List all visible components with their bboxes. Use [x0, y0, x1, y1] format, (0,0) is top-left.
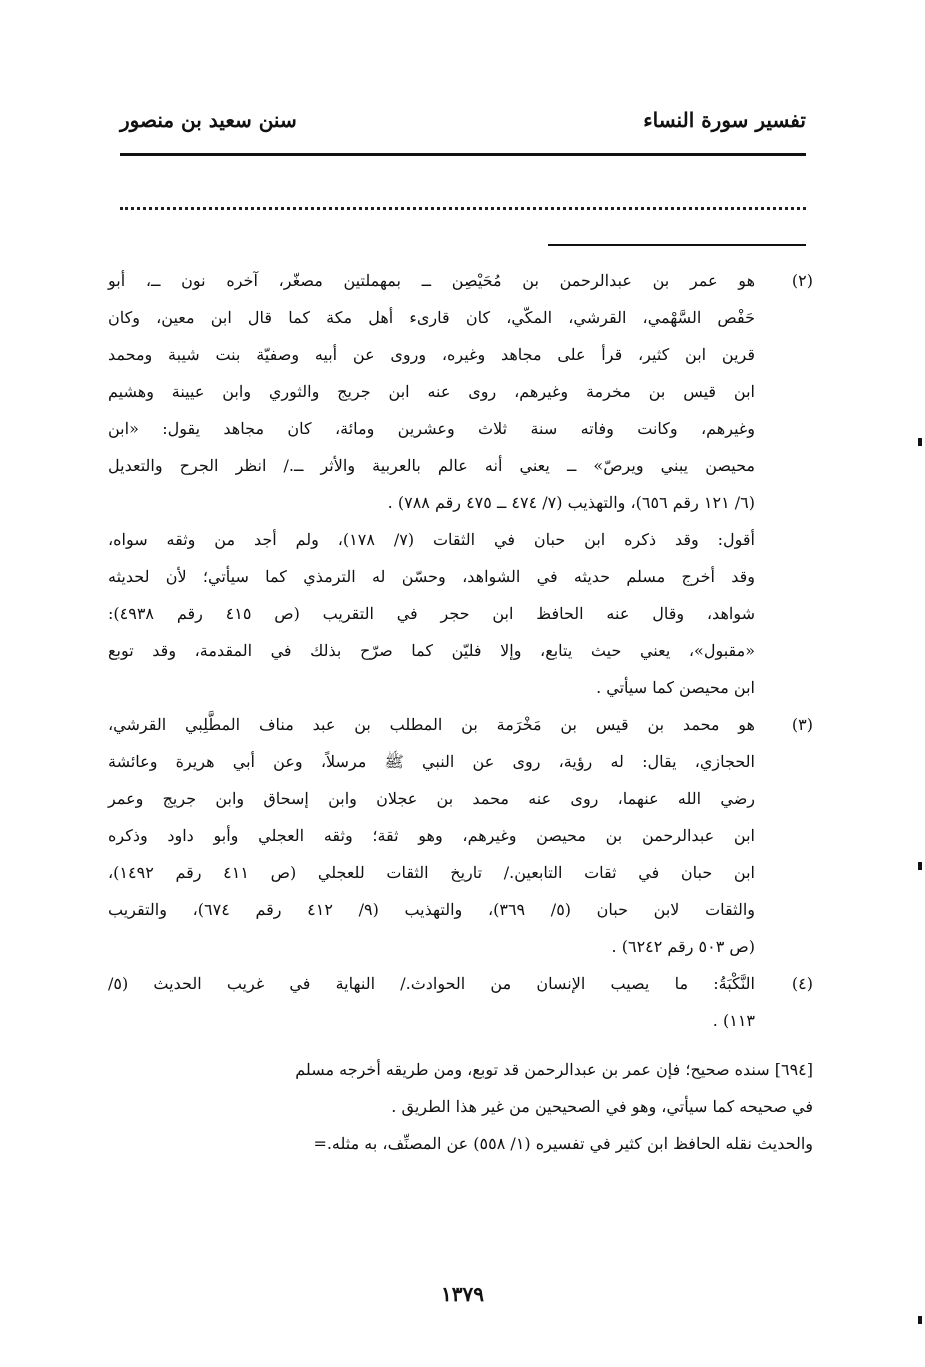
hadith-line-1	[108, 1051, 813, 1088]
page-number: ١٣٧٩	[441, 1282, 484, 1306]
running-header	[120, 108, 806, 148]
footnote-line: ١١٣) .	[712, 1011, 755, 1030]
hadith-commentary	[108, 1051, 813, 1162]
hadith-number: [٦٩٤]	[774, 1060, 813, 1079]
footnote-separator	[548, 244, 806, 246]
header-rule	[120, 153, 806, 156]
footnote-line: وقد أخرج مسلم حديثه في الشواهد، وحسّن له الترمذي كما سيأتي؛ لأن لحديثه	[108, 567, 755, 586]
footnote-line: شواهد، وقال عنه الحافظ ابن حجر في التقريب (ص ٤١٥ رقم ٤٩٣٨):	[108, 604, 755, 623]
footnote-3	[108, 706, 813, 965]
footnote-line: ابن حبان في ثقات التابعين./ تاريخ الثقات للعجلي (ص ٤١١ رقم ١٤٩٢)،	[108, 863, 756, 882]
footnote-line: النَّكْبَةُ: ما يصيب الإنسان من الحوادث./ النهاية في غريب الحديث (٥/	[108, 974, 756, 993]
footnote-line: رضي الله عنهما، روى عنه محمد بن عجلان وابن إسحاق وابن جريج وعمر	[108, 789, 755, 808]
footnote-line: أقول: وقد ذكره ابن حبان في الثقات (٧/ ١٧٨)، ولم أجد من وثقه سواه،	[108, 530, 756, 549]
footnote-number: (٤)	[791, 974, 813, 993]
footnote-line: ابن محيصن كما سيأتي .	[596, 678, 755, 697]
footnote-line: هو محمد بن قيس بن مَخْرَمة بن المطلب بن عبد مناف المطَّلِبي القرشي،	[108, 715, 755, 734]
chapter-title: تفسير سورة النساء	[643, 108, 806, 132]
hadith-line-2: في صحيحه كما سيأتي، وهو في الصحيحين من غير هذا الطريق .	[391, 1097, 813, 1116]
footnote-line: هو عمر بن عبدالرحمن بن مُحَيْصِن ــ بمهملتين مصغّر، آخره نون ــ، أبو	[108, 271, 755, 290]
footnote-line: قرين ابن كثير، قرأ على مجاهد وغيره، وروى عن أبيه وصفيّة بنت شيبة ومحمد	[108, 345, 755, 364]
footnote-line: حَفْص السَّهْمي، القرشي، المكّي، كان قارىء أهل مكة كما قال ابن معين، وكان	[108, 308, 755, 327]
footnote-line: ابن قيس بن مخرمة وغيرهم، روى عنه ابن جريج والثوري وابن عيينة وهشيم	[108, 382, 755, 401]
footnote-line: وغيرهم، وكانت وفاته سنة ثلاث وعشرين ومائة، كان مجاهد يقول: «ابن	[108, 419, 755, 438]
hadith-text: سنده صحيح؛ فإن عمر بن عبدالرحمن قد توبع، ومن طريقه أخرجه مسلم	[295, 1060, 770, 1079]
margin-mark	[918, 1316, 922, 1324]
footnote-line: والثقات لابن حبان (٥/ ٣٦٩)، والتهذيب (٩/ ٤١٢ رقم ٦٧٤)، والتقريب	[108, 900, 755, 919]
margin-mark	[918, 862, 922, 870]
footnote-line: «مقبول»، يعني حيث يتابع، وإلا فليّن كما صرّح بذلك في المقدمة، وقد توبع	[108, 641, 755, 660]
footnotes-block	[108, 262, 813, 1162]
footnote-line: (ص ٥٠٣ رقم ٦٢٤٢) .	[611, 937, 755, 956]
margin-mark	[918, 438, 922, 446]
footnote-line: الحجازي، يقال: له رؤية، روى عن النبي ﷺ مرسلاً، وعن أبي هريرة وعائشة	[108, 752, 755, 771]
footnote-line: ابن عبدالرحمن بن محيصن وغيرهم، وهو ثقة؛ وثقه العجلي وأبو داود وذكره	[108, 826, 755, 845]
footnote-line: (٦/ ١٢١ رقم ٦٥٦)، والتهذيب (٧/ ٤٧٤ ــ ٤٧٥ رقم ٧٨٨) .	[387, 493, 755, 512]
footnote-number: (٢)	[791, 271, 813, 290]
footnote-line: محيصن يبني ويرصّ» ــ يعني أنه عالم بالعربية والأثر ــ./ انظر الجرح والتعديل	[108, 456, 755, 475]
omitted-text-dots	[120, 207, 806, 210]
footnote-4	[108, 965, 813, 1039]
book-title: سنن سعيد بن منصور	[120, 108, 297, 132]
hadith-line-3: والحديث نقله الحافظ ابن كثير في تفسيره (١/ ٥٥٨) عن المصنِّف، به مثله.=	[313, 1134, 813, 1153]
footnote-number: (٣)	[791, 715, 813, 734]
footnote-2	[108, 262, 813, 706]
